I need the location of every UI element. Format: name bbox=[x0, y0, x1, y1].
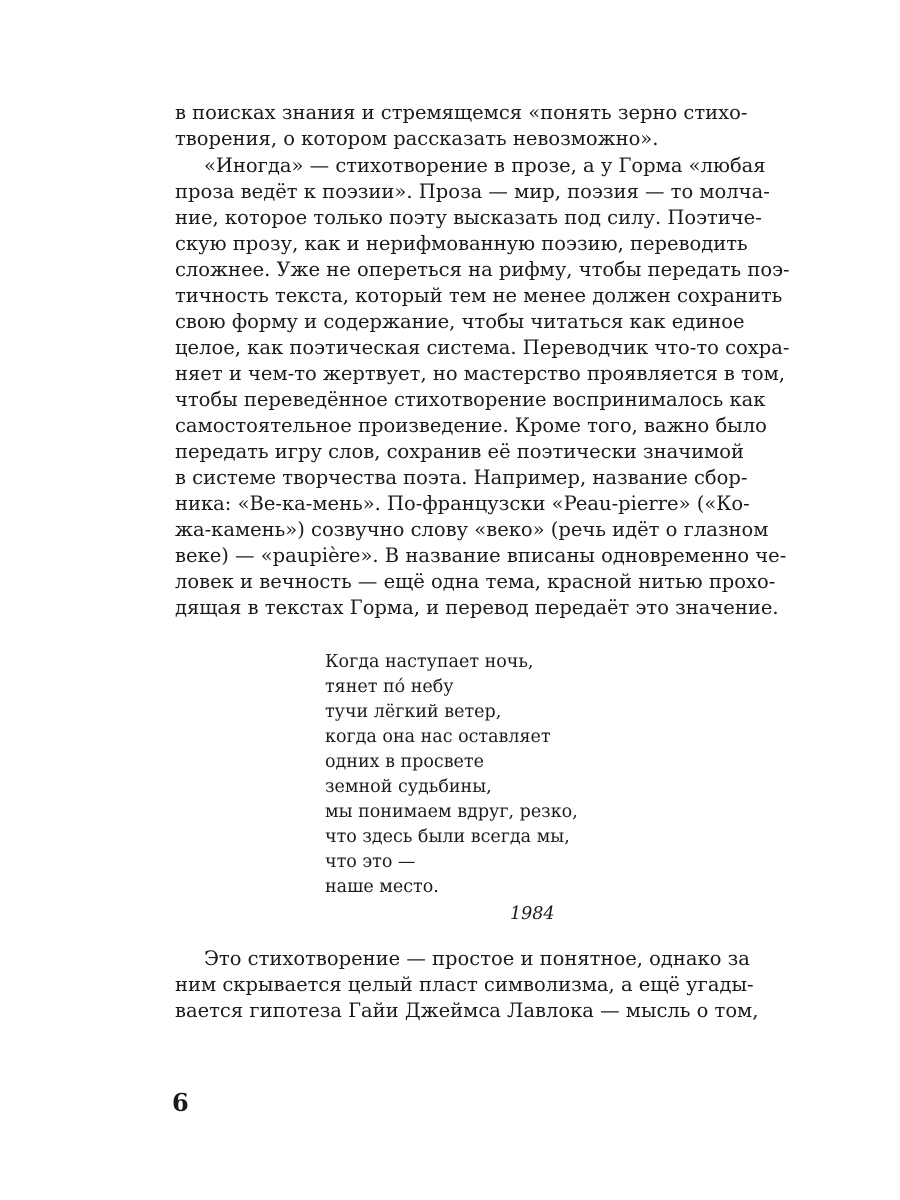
paragraph-2-line-8: целое, как поэтическая система. Переводчик что-то сохра- bbox=[175, 336, 790, 359]
paragraph-2-line-3: ние, которое только поэту высказать под силу. Поэтиче- bbox=[175, 206, 762, 229]
paragraph-2-line-12: передать игру слов, сохранив её поэтически значимой bbox=[175, 440, 745, 463]
paragraph-2-line-10: чтобы переведённое стихотворение воспринималось как bbox=[175, 388, 766, 411]
paragraph-1-line-1: в поисках знания и стремящемся «понять зерно стихо- bbox=[175, 101, 748, 124]
poem-line-1: Когда наступает ночь, bbox=[325, 652, 534, 672]
paragraph-2-line-14: ника: «Ве-ка-мень». По-французски «Peau-pierre» («Ко- bbox=[175, 492, 750, 515]
poem-line-6: земной судьбины, bbox=[325, 777, 492, 797]
poem-line-4: когда она нас оставляет bbox=[325, 727, 551, 747]
page-number: 6 bbox=[172, 1088, 189, 1117]
poem-line-5: одних в просвете bbox=[325, 752, 484, 772]
paragraph-2-line-17: ловек и вечность — ещё одна тема, красной нитью прохо- bbox=[175, 570, 776, 593]
paragraph-2-line-15: жа-камень») созвучно слову «веко» (речь идёт о глазном bbox=[175, 518, 769, 541]
paragraph-3-line-3: вается гипотеза Гайи Джеймса Лавлока — мысль о том, bbox=[175, 999, 759, 1022]
paragraph-2-line-4: скую прозу, как и нерифмованную поэзию, переводить bbox=[175, 232, 748, 255]
poem-line-9: что это — bbox=[325, 852, 416, 872]
paragraph-3-line-1: Это стихотворение — простое и понятное, однако за bbox=[204, 947, 750, 970]
paragraph-2-line-6: тичность текста, который тем не менее должен сохранить bbox=[175, 284, 783, 307]
paragraph-1-line-2: творения, о котором рассказать невозможно». bbox=[175, 127, 659, 150]
poem-line-10: наше место. bbox=[325, 877, 439, 897]
poem-date: 1984 bbox=[510, 904, 555, 924]
paragraph-2-line-7: свою форму и содержание, чтобы читаться как единое bbox=[175, 310, 745, 333]
paragraph-2-line-2: проза ведёт к поэзии». Проза — мир, поэзия — то молча- bbox=[175, 180, 770, 203]
poem-line-2: тянет по́ небу bbox=[325, 677, 454, 697]
paragraph-2-line-9: няет и чем-то жертвует, но мастерство проявляется в том, bbox=[175, 362, 785, 385]
paragraph-2-line-18: дящая в текстах Горма, и перевод передаёт это значение. bbox=[175, 596, 779, 619]
poem-line-3: тучи лёгкий ветер, bbox=[325, 702, 502, 722]
paragraph-2-line-11: самостоятельное произведение. Кроме того, важно было bbox=[175, 414, 767, 437]
paragraph-2-line-5: сложнее. Уже не опереться на рифму, чтобы передать поэ- bbox=[175, 258, 790, 281]
paragraph-3-line-2: ним скрывается целый пласт символизма, а ещё угады- bbox=[175, 973, 754, 996]
paragraph-2-line-16: веке) — «paupière». В название вписаны одновременно че- bbox=[175, 544, 787, 567]
poem-line-8: что здесь были всегда мы, bbox=[325, 827, 570, 847]
paragraph-2-line-13: в системе творчества поэта. Например, название сбор- bbox=[175, 466, 748, 489]
poem-line-7: мы понимаем вдруг, резко, bbox=[325, 802, 578, 822]
paragraph-2-line-1: «Иногда» — стихотворение в прозе, а у Горма «любая bbox=[204, 154, 766, 177]
